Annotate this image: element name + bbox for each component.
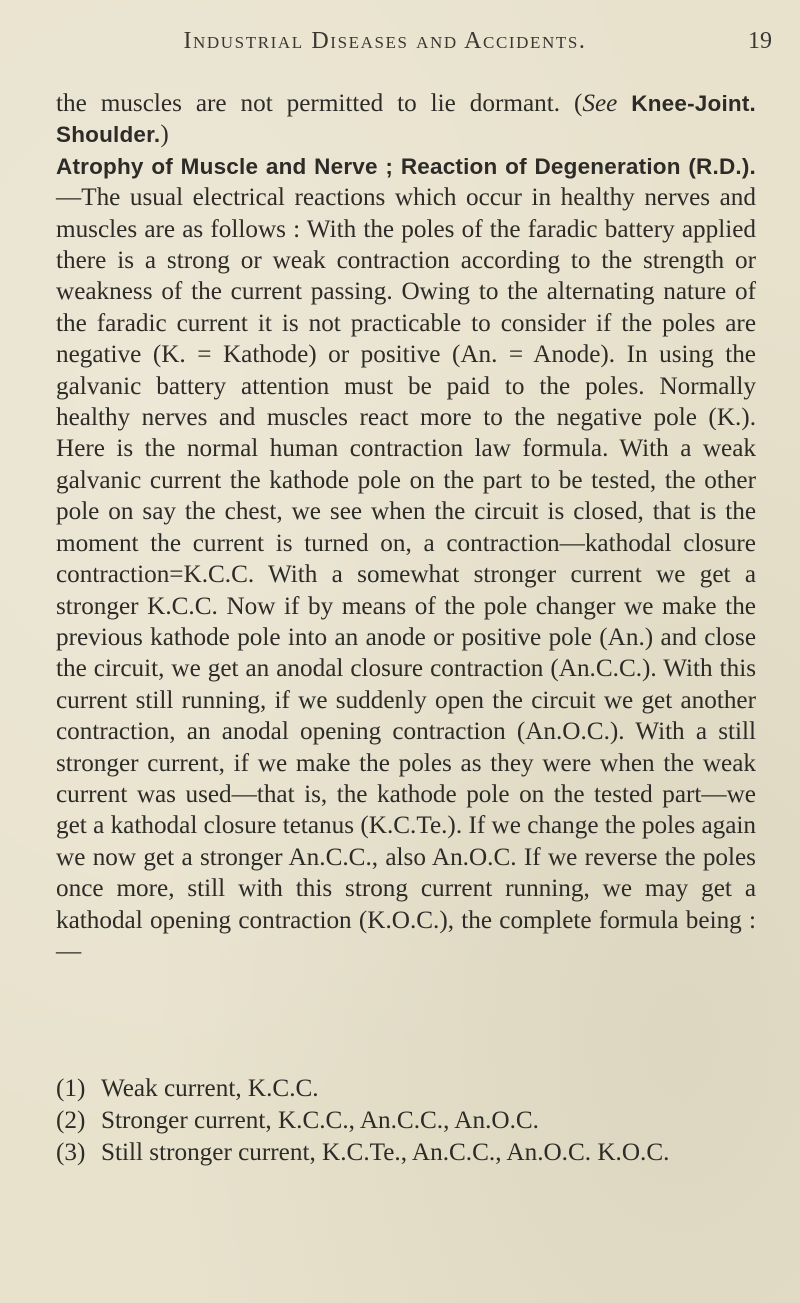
- body-text: [56, 88, 756, 967]
- paragraph-continuation: [56, 88, 756, 151]
- formula-list: [56, 1073, 776, 1168]
- paragraph-lead: the muscles are not permitted to lie dormant. (: [56, 90, 583, 117]
- formula-number: (2): [56, 1106, 86, 1134]
- section-text: —The usual electrical reactions which occur in healthy nerves and muscles are as follows : With the poles of the faradic battery applied there is a strong or weak contraction according to the strength or weakness of the current passing. Owing to the alternating nature of the faradic current it is not practicable to consider if the poles are negative (K. = Kathode) or positive (An. = Anode). In using the galvanic battery attention must be paid to the poles. Normally healthy nerves and muscles react more to the negative pole (K.). Here is the normal human contraction law formula. With a weak galvanic current the kathode pole on the part to be tested, the other pole on say the chest, we see when the circuit is closed, that is the moment the current is turned on, a contraction—kathodal closure contraction=K.C.C. With a somewhat stronger current we get a stronger K.C.C. Now if by means of the pole changer we make the previous kathode pole into an anode or positive pole (An.) and close the circuit, we get an anodal closure contraction (An.C.C.). With this current still running, if we suddenly open the circuit we get another contraction, an anodal opening contraction (An.O.C.). With a still stronger current, if we make the poles as they were when the weak current was used—that is, the kathode pole on the tested part—we get a kathodal closure tetanus (K.C.Te.). If we change the poles again we now get a stronger An.C.C., also An.O.C. If we reverse the poles once more, still with this strong current running, we may get a kathodal opening contraction (K.O.C.), the complete formula being :—: [56, 184, 756, 965]
- formula-item: [56, 1137, 776, 1169]
- paragraph-close: ): [160, 121, 169, 149]
- paragraph-atrophy: [56, 151, 756, 968]
- cross-references: Knee-Joint. Shoulder.: [56, 91, 756, 148]
- formula-number: (3): [56, 1138, 86, 1166]
- formula-number: (1): [56, 1075, 86, 1102]
- page-number: 19: [748, 28, 772, 54]
- formula-text: Weak current, K.C.C.: [101, 1075, 319, 1102]
- formula-item: [56, 1105, 776, 1137]
- formula-text: Stronger current, K.C.C., An.C.C., An.O.C.: [101, 1106, 539, 1134]
- running-head: Industrial Diseases and Accidents.: [183, 28, 587, 54]
- section-heading: Atrophy of Muscle and Nerve ; Reaction of Degeneration (R.D.).: [56, 153, 756, 179]
- see-reference: See: [582, 90, 618, 117]
- formula-item: [56, 1073, 776, 1105]
- page-header: [0, 28, 800, 68]
- formula-text: Still stronger current, K.C.Te., An.C.C., An.O.C. K.O.C.: [101, 1138, 670, 1166]
